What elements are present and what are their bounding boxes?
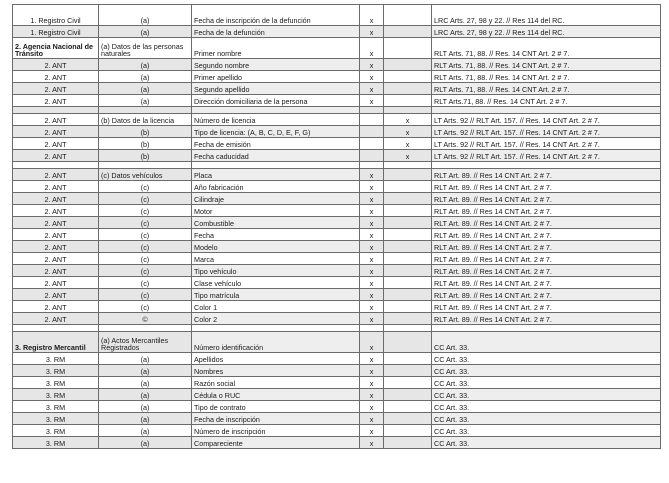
category-cell: (c) — [99, 217, 192, 229]
category-cell: (a) Datos de las personas naturales — [99, 38, 192, 59]
legal-basis-cell: RLT Arts.71, 88. // Res. 14 CNT Art. 2 # 7. — [432, 95, 661, 107]
category-cell — [99, 162, 192, 169]
mark-col-b-cell — [384, 332, 432, 353]
mark-col-a-cell — [360, 107, 384, 114]
legal-basis-cell: RLT Art. 89. // Res 14 CNT Art. 2 # 7. — [432, 313, 661, 325]
category-cell: (c) — [99, 193, 192, 205]
entity-cell: 2. ANT — [13, 95, 99, 107]
entity-cell — [13, 162, 99, 169]
mark-col-a-cell: x — [360, 413, 384, 425]
legal-basis-cell — [432, 162, 661, 169]
category-cell: (a) — [99, 365, 192, 377]
mark-col-b-cell — [384, 353, 432, 365]
category-cell: (c) Datos vehículos — [99, 169, 192, 181]
field-cell: Segundo apellido — [192, 83, 360, 95]
category-cell — [99, 107, 192, 114]
entity-cell: 2. ANT — [13, 83, 99, 95]
field-cell — [192, 162, 360, 169]
entity-cell — [13, 107, 99, 114]
field-cell: Cédula o RUC — [192, 389, 360, 401]
table-row — [13, 26, 661, 38]
legal-basis-cell: RLT Art. 89. // Res 14 CNT Art. 2 # 7. — [432, 265, 661, 277]
table-row — [13, 313, 661, 325]
legal-basis-cell: RLT Art. 89. // Res 14 CNT Art. 2 # 7. — [432, 193, 661, 205]
mark-col-b-cell — [384, 169, 432, 181]
mark-col-b-cell: x — [384, 138, 432, 150]
table-row — [13, 114, 661, 126]
entity-cell: 2. ANT — [13, 265, 99, 277]
table-row — [13, 95, 661, 107]
entity-cell: 2. ANT — [13, 126, 99, 138]
field-cell: Combustible — [192, 217, 360, 229]
table-row — [13, 169, 661, 181]
field-cell: Tipo de contrato — [192, 401, 360, 413]
mark-col-a-cell: x — [360, 217, 384, 229]
category-cell: © — [99, 313, 192, 325]
legal-basis-cell: CC Art. 33. — [432, 365, 661, 377]
legal-basis-cell: LRC Arts. 27, 98 y 22. // Res 114 del RC. — [432, 5, 661, 26]
legal-basis-cell: LT Arts. 92 // RLT Art. 157. // Res. 14 CNT Art. 2 # 7. — [432, 150, 661, 162]
entity-cell: 2. ANT — [13, 181, 99, 193]
entity-cell: 2. ANT — [13, 289, 99, 301]
table-row — [13, 265, 661, 277]
mark-col-b-cell — [384, 289, 432, 301]
table-row — [13, 353, 661, 365]
legal-basis-cell: RLT Art. 89. // Res 14 CNT Art. 2 # 7. — [432, 205, 661, 217]
mark-col-b-cell — [384, 325, 432, 332]
category-cell: (c) — [99, 229, 192, 241]
mark-col-b-cell — [384, 5, 432, 26]
table-row — [13, 301, 661, 313]
legal-basis-cell: RLT Arts. 71, 88. // Res. 14 CNT Art. 2 # 7. — [432, 71, 661, 83]
mark-col-a-cell — [360, 114, 384, 126]
field-cell: Marca — [192, 253, 360, 265]
category-cell: (a) — [99, 59, 192, 71]
category-cell: (a) — [99, 425, 192, 437]
entity-cell: 2. ANT — [13, 301, 99, 313]
mark-col-b-cell — [384, 265, 432, 277]
field-cell: Primer nombre — [192, 38, 360, 59]
mark-col-a-cell — [360, 150, 384, 162]
legal-basis-cell: CC Art. 33. — [432, 413, 661, 425]
field-cell: Nombres — [192, 365, 360, 377]
mark-col-a-cell: x — [360, 425, 384, 437]
field-cell: Compareciente — [192, 437, 360, 449]
legal-basis-cell: RLT Art. 89. // Res 14 CNT Art. 2 # 7. — [432, 169, 661, 181]
mark-col-b-cell — [384, 71, 432, 83]
mark-col-a-cell: x — [360, 83, 384, 95]
table-row — [13, 425, 661, 437]
entity-cell: 2. ANT — [13, 71, 99, 83]
field-cell: Año fabricación — [192, 181, 360, 193]
legal-basis-cell: CC Art. 33. — [432, 437, 661, 449]
entity-cell: 3. RM — [13, 365, 99, 377]
entity-cell: 2. ANT — [13, 217, 99, 229]
mark-col-a-cell: x — [360, 193, 384, 205]
table-row — [13, 150, 661, 162]
field-cell: Primer apellido — [192, 71, 360, 83]
legal-data-table — [12, 4, 661, 449]
mark-col-a-cell — [360, 138, 384, 150]
entity-cell: 3. RM — [13, 389, 99, 401]
entity-cell: 3. RM — [13, 425, 99, 437]
mark-col-b-cell — [384, 253, 432, 265]
mark-col-a-cell: x — [360, 265, 384, 277]
entity-cell: 3. RM — [13, 413, 99, 425]
entity-cell: 3. RM — [13, 377, 99, 389]
legal-basis-cell: LRC Arts. 27, 98 y 22. // Res 114 del RC. — [432, 26, 661, 38]
field-cell: Tipo vehículo — [192, 265, 360, 277]
field-cell: Clase vehículo — [192, 277, 360, 289]
mark-col-a-cell: x — [360, 401, 384, 413]
category-cell: (b) — [99, 126, 192, 138]
mark-col-b-cell — [384, 377, 432, 389]
table-row — [13, 193, 661, 205]
table-row — [13, 59, 661, 71]
mark-col-b-cell: x — [384, 114, 432, 126]
legal-basis-cell: CC Art. 33. — [432, 425, 661, 437]
category-cell: (c) — [99, 289, 192, 301]
table-row — [13, 205, 661, 217]
mark-col-b-cell — [384, 241, 432, 253]
table-row — [13, 71, 661, 83]
field-cell: Dirección domiciliaria de la persona — [192, 95, 360, 107]
category-cell: (c) — [99, 241, 192, 253]
field-cell: Color 1 — [192, 301, 360, 313]
mark-col-b-cell — [384, 83, 432, 95]
category-cell: (a) — [99, 437, 192, 449]
legal-basis-cell — [432, 325, 661, 332]
category-cell: (a) — [99, 389, 192, 401]
field-cell: Color 2 — [192, 313, 360, 325]
legal-basis-cell: RLT Art. 89. // Res 14 CNT Art. 2 # 7. — [432, 289, 661, 301]
table-row — [13, 38, 661, 59]
legal-basis-cell: RLT Art. 89. // Res 14 CNT Art. 2 # 7. — [432, 277, 661, 289]
mark-col-a-cell: x — [360, 169, 384, 181]
table-row — [13, 401, 661, 413]
entity-cell: 2. ANT — [13, 205, 99, 217]
category-cell: (b) — [99, 150, 192, 162]
legal-basis-cell: CC Art. 33. — [432, 332, 661, 353]
table-row — [13, 162, 661, 169]
mark-col-b-cell — [384, 437, 432, 449]
mark-col-b-cell — [384, 389, 432, 401]
mark-col-a-cell: x — [360, 95, 384, 107]
entity-cell: 1. Registro Civil — [13, 5, 99, 26]
entity-cell: 2. ANT — [13, 193, 99, 205]
table-row — [13, 325, 661, 332]
table-row — [13, 389, 661, 401]
entity-cell: 2. ANT — [13, 138, 99, 150]
mark-col-a-cell: x — [360, 437, 384, 449]
category-cell: (a) — [99, 71, 192, 83]
legal-basis-cell: RLT Art. 89. // Res 14 CNT Art. 2 # 7. — [432, 229, 661, 241]
mark-col-b-cell — [384, 162, 432, 169]
category-cell — [99, 325, 192, 332]
entity-cell: 2. ANT — [13, 253, 99, 265]
mark-col-b-cell — [384, 229, 432, 241]
legal-basis-cell: RLT Art. 89. // Res 14 CNT Art. 2 # 7. — [432, 253, 661, 265]
mark-col-a-cell: x — [360, 389, 384, 401]
category-cell: (c) — [99, 301, 192, 313]
category-cell: (a) — [99, 5, 192, 26]
field-cell: Fecha de inscripción de la defunción — [192, 5, 360, 26]
mark-col-a-cell: x — [360, 253, 384, 265]
mark-col-b-cell — [384, 217, 432, 229]
mark-col-b-cell — [384, 59, 432, 71]
category-cell: (a) — [99, 377, 192, 389]
mark-col-a-cell: x — [360, 289, 384, 301]
mark-col-b-cell — [384, 277, 432, 289]
legal-basis-cell: RLT Arts. 71, 88. // Res. 14 CNT Art. 2 # 7. — [432, 59, 661, 71]
field-cell: Cilindraje — [192, 193, 360, 205]
entity-cell: 2. ANT — [13, 241, 99, 253]
field-cell: Fecha de la defunción — [192, 26, 360, 38]
legal-basis-cell: RLT Art. 89. // Res 14 CNT Art. 2 # 7. — [432, 241, 661, 253]
field-cell: Número de inscripción — [192, 425, 360, 437]
legal-basis-cell: LT Arts. 92 // RLT Art. 157. // Res. 14 CNT Art. 2 # 7. — [432, 126, 661, 138]
mark-col-b-cell — [384, 301, 432, 313]
table-row — [13, 377, 661, 389]
field-cell: Número de licencia — [192, 114, 360, 126]
entity-cell — [13, 325, 99, 332]
entity-cell: 3. RM — [13, 401, 99, 413]
entity-cell: 2. ANT — [13, 114, 99, 126]
mark-col-a-cell: x — [360, 229, 384, 241]
mark-col-b-cell — [384, 38, 432, 59]
field-cell: Modelo — [192, 241, 360, 253]
legal-basis-cell — [432, 107, 661, 114]
table-row — [13, 5, 661, 26]
category-cell: (a) Actos Mercantiles Registrados — [99, 332, 192, 353]
table-row — [13, 181, 661, 193]
mark-col-a-cell: x — [360, 365, 384, 377]
legal-basis-cell: CC Art. 33. — [432, 353, 661, 365]
table-row — [13, 332, 661, 353]
category-cell: (a) — [99, 95, 192, 107]
mark-col-a-cell — [360, 325, 384, 332]
field-cell: Fecha de emisión — [192, 138, 360, 150]
entity-cell: 2. ANT — [13, 313, 99, 325]
field-cell: Tipo matrícula — [192, 289, 360, 301]
category-cell: (a) — [99, 26, 192, 38]
entity-cell: 3. RM — [13, 437, 99, 449]
mark-col-b-cell — [384, 425, 432, 437]
mark-col-a-cell: x — [360, 181, 384, 193]
category-cell: (b) — [99, 138, 192, 150]
mark-col-b-cell: x — [384, 150, 432, 162]
table-row — [13, 437, 661, 449]
mark-col-a-cell: x — [360, 241, 384, 253]
mark-col-a-cell: x — [360, 377, 384, 389]
field-cell: Fecha de inscripción — [192, 413, 360, 425]
table-row — [13, 253, 661, 265]
table-row — [13, 126, 661, 138]
mark-col-b-cell — [384, 26, 432, 38]
category-cell: (c) — [99, 181, 192, 193]
mark-col-b-cell — [384, 401, 432, 413]
table-row — [13, 229, 661, 241]
mark-col-b-cell — [384, 413, 432, 425]
category-cell: (a) — [99, 353, 192, 365]
mark-col-a-cell: x — [360, 332, 384, 353]
mark-col-b-cell — [384, 365, 432, 377]
entity-cell: 2. ANT — [13, 150, 99, 162]
legal-basis-cell: RLT Art. 89. // Res 14 CNT Art. 2 # 7. — [432, 181, 661, 193]
field-cell: Fecha — [192, 229, 360, 241]
table-row — [13, 365, 661, 377]
field-cell — [192, 107, 360, 114]
mark-col-b-cell — [384, 193, 432, 205]
mark-col-a-cell: x — [360, 277, 384, 289]
entity-cell: 2. ANT — [13, 229, 99, 241]
mark-col-a-cell: x — [360, 26, 384, 38]
field-cell: Motor — [192, 205, 360, 217]
table-row — [13, 107, 661, 114]
field-cell: Fecha caducidad — [192, 150, 360, 162]
category-cell: (c) — [99, 205, 192, 217]
mark-col-a-cell: x — [360, 38, 384, 59]
legal-basis-cell: RLT Arts. 71, 88. // Res. 14 CNT Art. 2 # 7. — [432, 83, 661, 95]
category-cell: (a) — [99, 83, 192, 95]
table-row — [13, 83, 661, 95]
mark-col-a-cell: x — [360, 301, 384, 313]
table-body — [13, 5, 661, 449]
entity-cell: 3. Registro Mercantil — [13, 332, 99, 353]
table-row — [13, 413, 661, 425]
mark-col-a-cell: x — [360, 205, 384, 217]
category-cell: (c) — [99, 277, 192, 289]
field-cell: Placa — [192, 169, 360, 181]
table-row — [13, 241, 661, 253]
mark-col-a-cell: x — [360, 313, 384, 325]
mark-col-a-cell — [360, 126, 384, 138]
mark-col-a-cell: x — [360, 71, 384, 83]
legal-basis-cell: RLT Arts. 71, 88. // Res. 14 CNT Art. 2 # 7. — [432, 38, 661, 59]
table-row — [13, 138, 661, 150]
legal-basis-cell: CC Art. 33. — [432, 377, 661, 389]
legal-basis-cell: LT Arts. 92 // RLT Art. 157. // Res. 14 CNT Art. 2 # 7. — [432, 138, 661, 150]
field-cell: Apellidos — [192, 353, 360, 365]
legal-basis-cell: LT Arts. 92 // RLT Art. 157. // Res. 14 CNT Art. 2 # 7. — [432, 114, 661, 126]
mark-col-b-cell — [384, 95, 432, 107]
entity-cell: 3. RM — [13, 353, 99, 365]
entity-cell: 1. Registro Civil — [13, 26, 99, 38]
category-cell: (c) — [99, 253, 192, 265]
table-row — [13, 289, 661, 301]
field-cell: Razón social — [192, 377, 360, 389]
category-cell: (a) — [99, 413, 192, 425]
entity-cell: 2. ANT — [13, 169, 99, 181]
entity-cell: 2. ANT — [13, 59, 99, 71]
category-cell: (b) Datos de la licencia — [99, 114, 192, 126]
mark-col-b-cell — [384, 205, 432, 217]
category-cell: (a) — [99, 401, 192, 413]
field-cell: Segundo nombre — [192, 59, 360, 71]
mark-col-b-cell: x — [384, 126, 432, 138]
mark-col-a-cell — [360, 162, 384, 169]
legal-basis-cell: CC Art. 33. — [432, 389, 661, 401]
mark-col-a-cell: x — [360, 59, 384, 71]
field-cell: Tipo de licencia: (A, B, C, D, E, F, G) — [192, 126, 360, 138]
entity-cell: 2. Agencia Nacional de Tránsito — [13, 38, 99, 59]
mark-col-a-cell: x — [360, 5, 384, 26]
mark-col-a-cell: x — [360, 353, 384, 365]
legal-basis-cell: RLT Art. 89. // Res 14 CNT Art. 2 # 7. — [432, 217, 661, 229]
category-cell: (c) — [99, 265, 192, 277]
field-cell — [192, 325, 360, 332]
mark-col-b-cell — [384, 181, 432, 193]
legal-basis-cell: RLT Art. 89. // Res 14 CNT Art. 2 # 7. — [432, 301, 661, 313]
entity-cell: 2. ANT — [13, 277, 99, 289]
legal-basis-cell: CC Art. 33. — [432, 401, 661, 413]
field-cell: Número identificación — [192, 332, 360, 353]
table-row — [13, 217, 661, 229]
mark-col-b-cell — [384, 313, 432, 325]
mark-col-b-cell — [384, 107, 432, 114]
table-row — [13, 277, 661, 289]
